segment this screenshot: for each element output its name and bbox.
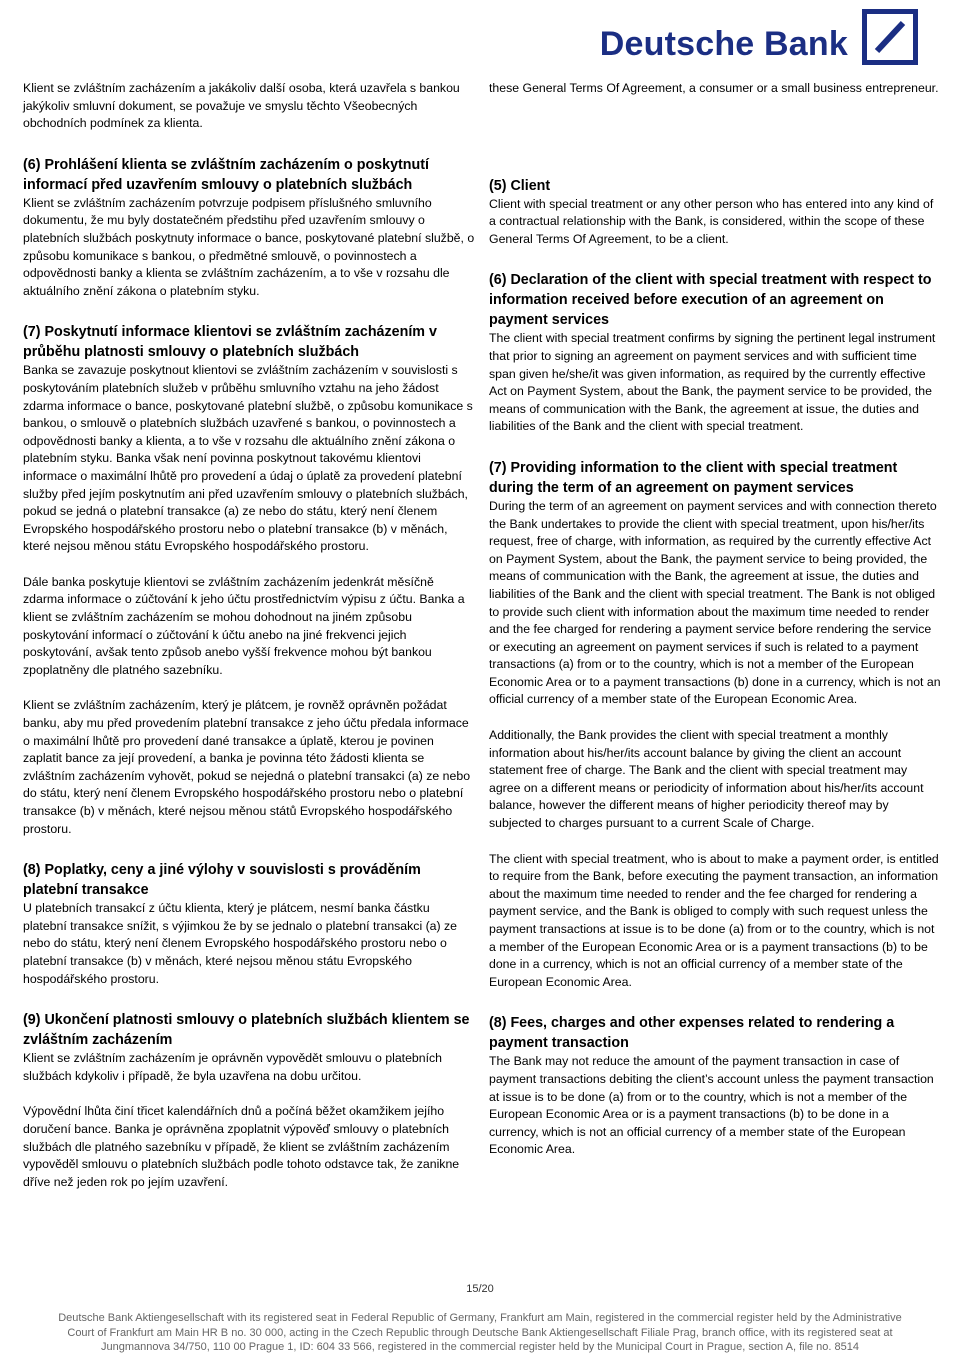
section-7-heading-en: (7) Providing information to the client with special treatment during the term of an agreement on payment services: [489, 459, 898, 496]
footer-line-1: Deutsche Bank Aktiengesellschaft with its registered seat in Federal Republic of Germany, Frankfurt am Main, registered in the commercial register held by the Administrative: [58, 1312, 902, 1324]
section-7-paragraph-3-cz: Klient se zvláštním zacházením, který je plátcem, je rovněž oprávněn požádat banku, aby mu před provedením platební transakce z jeho účtu předala informace o maximální lhůtě pro provedení dané transakce a úplatě, kterou je povinen zaplatit bance za její provedení, a banka je povinna této žádosti klienta se zvláštním zacházením vyhovět, pokud se nejedná o platební transakci (a) ze nebo do státu, který není členem Evropského hospodářského prostoru nebo o platební transakce (b) v měnách, které nejsou měnou států Evropského hospodářského prostoru.: [23, 698, 471, 836]
section-7-paragraph-1-cz: Banka se zavazuje poskytnout klientovi se zvláštním zacházením v souvislosti s poskytováním platebních služeb v průběhu smluvního vztahu na jeho žádost zdarma informace o bance, poskytované platební službě, o způsobu komunikace s bankou, o smlouvě o platebních službách uzavřené s bankou, o povinnostech a odpovědnosti banky a klienta, a to vše v rozsahu dle aktuálního znění zákona o platebním styku. Banka však není povinna poskytnout takovému klientovi informace o maximální lhůtě pro provedení a údaj o úplatě za provedení platební služby před jejím poskytnutím ani před uzavřením smlouvy o platebních službách, pokud se jedná o platební transakce (a) ze nebo do státu, který není členem Evropského hospodářského prostoru nebo o platební transakce (b) v měnách, které nejsou měnou státu Evropského hospodářského prostoru.: [23, 363, 473, 554]
section-5-heading-en: (5) Client: [489, 177, 551, 194]
section-8-heading-cz: (8) Poplatky, ceny a jiné výlohy v souvislosti s prováděním platební transakce: [23, 862, 421, 899]
section-8-text-cz: U platebních transakcí z účtu klienta, který je plátcem, nesmí banka částku platební transakce snížit, s výjimkou že by se jednalo o platební transakci (a) ze nebo do státu, který není členem Evropského hospodářského prostoru nebo o platební transakce (b) v měnách, které nejsou měnou státu Evropského hospodářského prostoru.: [23, 901, 458, 986]
brand-name: Deutsche Bank: [599, 24, 848, 63]
section-9-paragraph-2-cz: Výpovědní lhůta činí třicet kalendářních dnů a počíná běžet okamžikem jejího doručení bance. Banka je oprávněna zpoplatnit výpověď smlouvy o platebních službách dle platného sazebníku v případě, že klient se zvláštním zacházením vypověděl smlouvu o platebních službách podle tohoto odstavce tak, že zanikne dříve než jeden rok po jejím uzavření.: [23, 1104, 460, 1189]
footer-line-3: Jungmannova 34/750, 110 00 Prague 1, ID: 604 33 566, registered in the commercial register held by the Municipal Court in Prague, section A, file no. 8514: [100, 1341, 860, 1354]
section-7-paragraph-2-en: Additionally, the Bank provides the client with special treatment a monthly information about his/her/its account balance by giving the client an account statement free of charge. The Bank and the client with special treatment may agree on a different means or periodicity of information about his/her/its account balance, however the different means of higher periodicity thereof may by subjected to charges pursuant to a current Scale of Charge.: [489, 728, 924, 831]
section-7-heading-cz: (7) Poskytnutí informace klientovi se zvláštním zacházením v průběhu platnosti smlouvy o platebních službách: [23, 324, 437, 361]
section-6-heading-cz: (6) Prohlášení klienta se zvláštním zacházením o poskytnutí informací před uzavřením smlouvy o platebních službách: [23, 156, 429, 193]
section-6-text-cz: Klient se zvláštním zacházením potvrzuje podpisem příslušného smluvního dokumentu, že mu byly dostatečném předstihu před uzavřením smlouvy o platebních službách poskytnuty informace o bance, poskytované platební službě, o způsobu komunikace s bankou, o předmětné smlouvě, o povinnostech a odpovědnosti banky a klienta se zvláštním zacházením, a to vše v rozsahu dle aktuálního znění zákona o platebním styku.: [23, 195, 475, 298]
slash-square-icon: [862, 9, 918, 65]
section-7-paragraph-2-cz: Dále banka poskytuje klientovi se zvláštním zacházením jedenkrát měsíčně zdarma informace o zúčtování k jeho účtu prostřednictvím výpisu z účtu. Banka a klient se zvláštním zacházením se mohou dohodnout na jiném způsobu poskytování informací o zúčtování k účtu anebo na jiné frekvenci jejich poskytování, avšak tento způsob anebo vyšší frekvence mohou být bankou zpoplatněny dle platného sazebníku.: [23, 574, 465, 677]
english-column: [489, 80, 941, 1159]
section-8-heading-en: (8) Fees, charges and other expenses related to rendering a payment transaction: [489, 1015, 895, 1052]
section-9-heading-cz: (9) Ukončení platnosti smlouvy o platebních službách klientem se zvláštním zacházením: [23, 1012, 470, 1049]
section-5-text-en: Client with special treatment or any other person who has entered into any kind of a contractual relationship with the Bank, is considered, within the scope of these General Terms Of Agreement, to be a client.: [489, 196, 934, 246]
legal-footer: [20, 1311, 940, 1355]
client-definition-cz: Klient se zvláštním zacházením a jakákoliv další osoba, která uzavřela s bankou jakýkoliv smluvní dokument, se považuje ve smyslu těchto Všeobecných obchodních podmínek za klienta.: [23, 81, 460, 131]
section-7-paragraph-1-en: During the term of an agreement on payment services and with connection thereto the Bank undertakes to provide the client with special treatment, upon his/her/its request, free of charge, with information, as required by the currently effective Act on Payment System, about the Bank, the payment service to being provided, the means of communication with the Bank, the agreement at issue, the duties and liabilities of the Bank and the client with special treatment. The Bank is not obliged to provide such client with information about the maximum time needed to render and the fee charged for rendering a payment service before rendering the service or executing an agreement on payment services if such is related to a payment transactions (a) from or to the country, which is not a member of the European Economic Area or to a payment transactions (b) done in a currency, which is not an official currency of a member state of the European Economic Area.: [489, 498, 941, 707]
section-6-heading-en: (6) Declaration of the client with special treatment with respect to information received before execution of an agreement on payment services: [489, 272, 932, 329]
footer-line-2: Court of Frankfurt am Main HR B no. 30 000, acting in the Czech Republic through Deutsche Bank Aktiengesellschaft Filiale Prag, branch office, with its registered seat at: [67, 1326, 893, 1339]
section-8-text-en: The Bank may not reduce the amount of the payment transaction in case of payment transactions debiting the client’s account unless the payment transaction at issue is to be done (a) from or to the country, which is not a member of the European Economic Area or is a payment transactions (b) to be done in a currency, which is not an official currency of a member state of the European Economic Area.: [489, 1054, 934, 1157]
page-number: 15/20: [466, 1283, 494, 1295]
client-definition-end-en: these General Terms Of Agreement, a consumer or a small business entrepreneur.: [489, 81, 939, 95]
czech-column: [23, 80, 475, 1191]
deutsche-bank-logo: [600, 6, 918, 68]
section-7-paragraph-3-en: The client with special treatment, who is about to make a payment order, is entitled to require from the Bank, before executing the payment transaction, an information about the maximum time needed to render and the fee charged for rendering a payment service, and the Bank is obliged to comply with such request unless the payment transactions at issue is to be done (a) from or to the country, which is not a member of the European Economic Area or is a payment transactions (b) to be done in a currency, which is not an official currency of a member state of the European Economic Area.: [489, 851, 939, 989]
section-9-paragraph-1-cz: Klient se zvláštním zacházením je oprávněn vypovědět smlouvu o platebních službách kdykoliv i případě, že byla uzavřena na dobu určitou.: [23, 1051, 443, 1083]
section-6-text-en: The client with special treatment confirms by signing the pertinent legal instrument that prior to signing an agreement on payment services and with sufficient time span given he/she/it was given information, as required by the currently effective Act on Payment System, about the Bank, the payment service to be provided, the means of communication with the Bank, the agreement at issue, the duties and liabilities of the Bank and the client with special treatment.: [489, 331, 936, 434]
